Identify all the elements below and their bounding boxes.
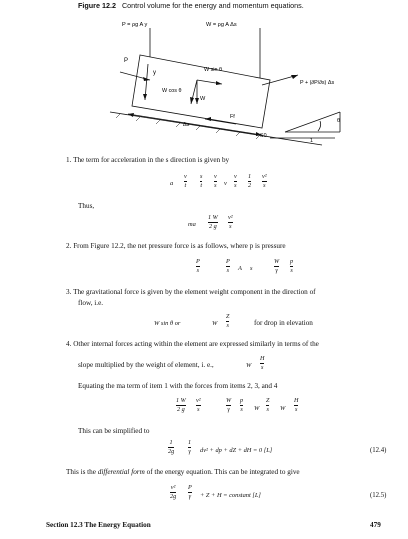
figure-caption-text: Control volume for the energy and momentum equations. bbox=[121, 1, 304, 10]
footer-section: Section 12.3 The Energy Equation bbox=[46, 521, 151, 529]
list-item bbox=[66, 289, 316, 296]
list-item-number: 3. bbox=[66, 288, 72, 296]
list-item-text: Other internal forces acting within the element are expressed similarly in terms of the bbox=[73, 340, 319, 348]
list-item-text: From Figure 12.2, the net pressure force is as follows, where p is pressure bbox=[73, 242, 286, 250]
equation-number: (12.4) bbox=[370, 447, 387, 454]
equation-differential: 1 2g 1 γ dv² + dp + dZ + dH = 0 [L] bbox=[168, 439, 273, 456]
diff-form-pre: This is the bbox=[66, 468, 98, 476]
list-item-text: The term for acceleration in the s direction is given by bbox=[73, 156, 230, 164]
equating-text: Equating the ma term of item 1 with the forces from items 2, 3, and 4 bbox=[78, 382, 278, 390]
drop-note: for drop in elevation bbox=[254, 319, 313, 327]
label-w-cos: W cos θ bbox=[162, 88, 182, 94]
item3-continuation: flow, i.e. bbox=[78, 299, 104, 307]
equation-balance: 1 W 2 g v² s W γ p s W Z s W H s bbox=[176, 397, 299, 414]
list-item-number: 4. bbox=[66, 340, 72, 348]
item4-continuation-line: slope multiplied by the weight of element, i. e., W H s bbox=[78, 355, 265, 372]
label-length: Δs bbox=[183, 122, 190, 128]
label-angle: θ bbox=[337, 118, 340, 124]
control-volume-diagram bbox=[0, 0, 408, 150]
item4-continuation: slope multiplied by the weight of element, i. e., bbox=[78, 361, 214, 369]
label-pressure-left: P bbox=[124, 58, 129, 64]
label-depth: y bbox=[153, 70, 156, 76]
differential-terms: dv² + dp + dZ + dH = 0 [L] bbox=[200, 447, 273, 454]
label-slope: S0 bbox=[260, 133, 267, 139]
list-item bbox=[66, 157, 229, 164]
text-thus: Thus, bbox=[78, 202, 95, 210]
equation-integrated: v² 2g P γ + Z + H = constant [L] bbox=[170, 484, 261, 501]
list-item-number: 2. bbox=[66, 242, 72, 250]
equation-acceleration: a v t s t v s v v s 1 2 v² s bbox=[170, 173, 267, 190]
equation-number: (12.5) bbox=[370, 492, 387, 499]
figure-caption-label: Figure 12.2 bbox=[78, 1, 116, 10]
equation-pressure: P s P s A s W γ p s bbox=[196, 258, 294, 275]
equation-ma: ma 1 W 2 g v² s bbox=[188, 214, 233, 231]
simplified-text: This can be simplified to bbox=[78, 427, 150, 435]
label-force-top-left: P = ρg A y bbox=[122, 22, 148, 28]
list-item-number: 1. bbox=[66, 156, 72, 164]
integrated-terms: + Z + H = constant [L] bbox=[200, 492, 261, 499]
footer-page-number: 479 bbox=[370, 521, 381, 529]
label-w-sin: W sin θ bbox=[204, 67, 222, 73]
label-weight: W bbox=[200, 96, 206, 102]
label-pressure-right: P + (∂P/∂s) Δs bbox=[300, 80, 335, 86]
diff-form-post: of the energy equation. This can be integrated to give bbox=[144, 468, 300, 476]
label-weight-top: W = ρg A Δs bbox=[206, 22, 237, 28]
diff-form-emphasis: differential form bbox=[97, 468, 145, 476]
list-item bbox=[66, 243, 286, 250]
list-item-text: The gravitational force is given by the element weight component in the direction of bbox=[73, 288, 316, 296]
label-friction: Ff bbox=[230, 114, 235, 120]
equation-gravity: W sin θ or W Z s for drop in elevation bbox=[154, 313, 313, 330]
equation-weight-sin: W sin θ or bbox=[154, 320, 181, 327]
label-one: 1 bbox=[310, 138, 313, 144]
differential-form-text bbox=[66, 469, 300, 476]
list-item bbox=[66, 341, 319, 348]
